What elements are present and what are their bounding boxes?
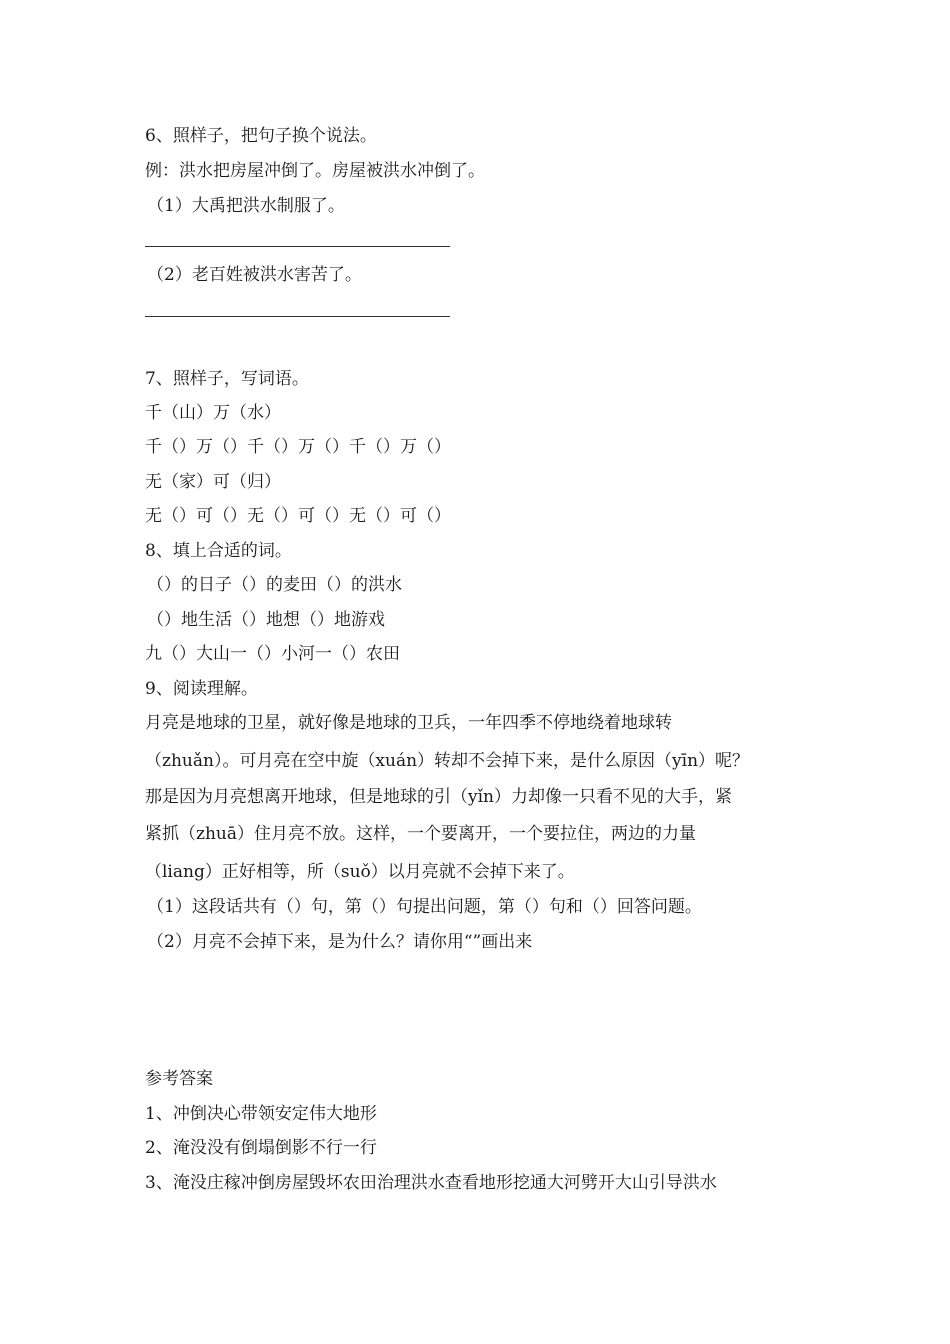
q8-row-2: （）地生活（）地想（）地游戏 bbox=[147, 610, 385, 630]
q6-answer-line-2 bbox=[145, 316, 450, 317]
q7-title: 7、照样子，写词语。 bbox=[145, 369, 309, 389]
q9-passage-line: （zhuǎn）。可月亮在空中旋（xuán）转却不会掉下来，是什么原因（yīn）呢？ bbox=[145, 751, 750, 771]
q7-example-2: 无（家）可（归） bbox=[145, 472, 281, 492]
q9-item-1: （1）这段话共有（）句，第（）句提出问题，第（）句和（）回答问题。 bbox=[147, 897, 702, 917]
q9-passage-line: 那是因为月亮想离开地球，但是地球的引（yǐn）力却像一只看不见的大手，紧 bbox=[145, 787, 732, 807]
q9-passage-line: 月亮是地球的卫星，就好像是地球的卫兵，一年四季不停地绕着地球转 bbox=[145, 713, 672, 733]
answer-2: 2、淹没没有倒塌倒影不行一行 bbox=[145, 1138, 377, 1158]
answer-1: 1、冲倒决心带领安定伟大地形 bbox=[145, 1104, 377, 1124]
answers-title: 参考答案 bbox=[145, 1069, 213, 1089]
q9-passage-line: 紧抓（zhuā）住月亮不放。这样，一个要离开，一个要拉住，两边的力量 bbox=[145, 824, 696, 844]
answer-3: 3、淹没庄稼冲倒房屋毁坏农田治理洪水查看地形挖通大河劈开大山引导洪水 bbox=[145, 1173, 717, 1193]
q7-example-1: 千（山）万（水） bbox=[145, 403, 281, 423]
q8-row-3: 九（）大山一（）小河一（）农田 bbox=[145, 644, 400, 664]
q9-item-2: （2）月亮不会掉下来，是为什么？请你用“”画出来 bbox=[147, 932, 533, 952]
q6-item-1: （1）大禹把洪水制服了。 bbox=[147, 196, 345, 216]
q6-answer-line-1 bbox=[145, 246, 450, 247]
q6-title: 6、照样子，把句子换个说法。 bbox=[145, 126, 377, 146]
q8-title: 8、填上合适的词。 bbox=[145, 541, 292, 561]
q7-fill-1: 千（）万（）千（）万（）千（）万（） bbox=[145, 437, 451, 457]
q9-title: 9、阅读理解。 bbox=[145, 679, 258, 699]
q9-passage-line: （liang）正好相等，所（suǒ）以月亮就不会掉下来了。 bbox=[145, 862, 575, 882]
q6-example: 例：洪水把房屋冲倒了。房屋被洪水冲倒了。 bbox=[145, 161, 485, 181]
q8-row-1: （）的日子（）的麦田（）的洪水 bbox=[147, 575, 402, 595]
q7-fill-2: 无（）可（）无（）可（）无（）可（） bbox=[145, 506, 451, 526]
q6-item-2: （2）老百姓被洪水害苦了。 bbox=[147, 265, 362, 285]
